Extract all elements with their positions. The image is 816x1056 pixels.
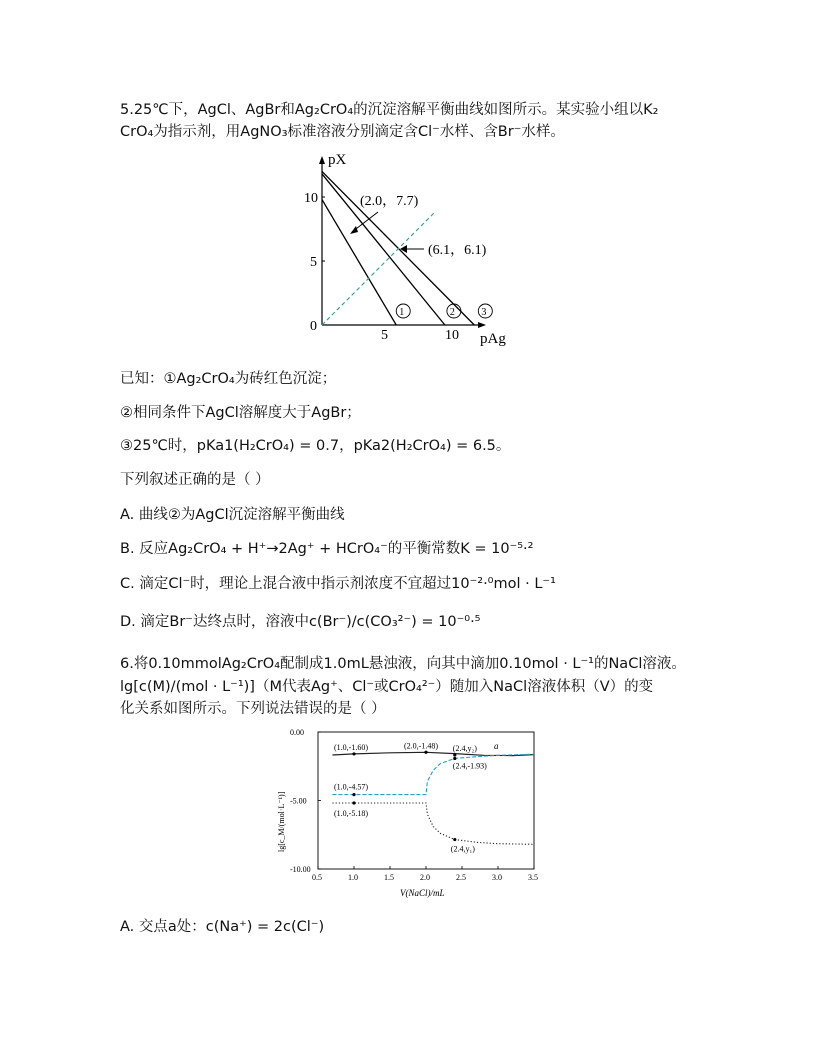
q6-data-point — [453, 753, 456, 756]
q5-chart — [290, 150, 530, 355]
q6-point-label: (2.4,y₁) — [450, 844, 475, 854]
q6-data-point — [453, 838, 456, 841]
q6-option-a[interactable]: A. 交点a处：c(Na⁺) = 2c(Cl⁻) — [120, 919, 325, 935]
q5-x-tick-label: 5 — [381, 328, 388, 343]
q6-chart — [270, 722, 550, 900]
q5-option-b[interactable]: B. 反应Ag₂CrO₄ + H⁺→2Ag⁺ + HCrO₄⁻的平衡常数K = 10⁻⁵·² — [120, 541, 534, 557]
q6-y-tick-label: -5.00 — [290, 796, 307, 806]
q6-point-label: (2.0,-1.48) — [404, 741, 438, 751]
q5-stem-line2: CrO₄为指示剂，用AgNO₃标准溶液分别滴定含Cl⁻水样、含Br⁻水样。 — [120, 124, 565, 140]
q5-y-tick-label: 0 — [310, 319, 317, 334]
q6-data-point — [352, 752, 355, 755]
q5-y-tick-label: 10 — [304, 191, 318, 206]
q5-known-2: ②相同条件下AgCl溶解度大于AgBr； — [120, 405, 361, 421]
q6-data-point — [453, 757, 456, 760]
q6-stem-line1: 6.将0.10mmolAg₂CrO₄配制成1.0mL悬浊液，向其中滴加0.10mol · L⁻¹的NaCl溶液。 — [120, 656, 686, 672]
q6-x-tick-label: 1.0 — [348, 873, 358, 882]
q5-annotation-1-arrowhead — [350, 226, 358, 234]
q5-x-axis-arrow — [478, 322, 486, 328]
q5-curve-1 — [322, 200, 396, 325]
q6-x-tick-label: 2.0 — [420, 873, 430, 882]
q6-chart-ylabel: lg[c_M/(mol·L⁻¹)] — [277, 791, 286, 852]
q5-curve-label-1: 1 — [399, 307, 405, 318]
q6-point-a-label: a — [494, 741, 499, 751]
q5-annotation-2: (6.1，6.1) — [428, 243, 487, 258]
q5-annotation-1: (2.0，7.7) — [360, 194, 419, 209]
q5-option-a[interactable]: A. 曲线②为AgCl沉淀溶解平衡曲线 — [120, 507, 345, 523]
q6-x-tick-label: 1.5 — [384, 873, 394, 882]
q6-point-label: (1.0,-5.18) — [334, 808, 368, 818]
q6-y-tick-label: 0.00 — [290, 728, 304, 737]
q6-x-tick-label: 3.0 — [492, 873, 502, 882]
q6-chart-xlabel: V(NaCl)/mL — [400, 888, 445, 898]
q5-known-3: ③25℃时，pKa1(H₂CrO₄) = 0.7，pKa2(H₂CrO₄) = 6.5。 — [120, 438, 511, 454]
q6-point-label: (2.4,y₂) — [452, 744, 477, 754]
q6-y-tick-label: -10.00 — [290, 865, 311, 874]
q5-curve-label-3: 3 — [481, 307, 487, 318]
q5-x-tick-label: 10 — [445, 328, 459, 343]
q5-curve-label-2: 2 — [449, 307, 455, 318]
q5-chart-ylabel: pX — [328, 152, 347, 168]
q6-stem-line3: 化关系如图所示。下列说法错误的是（ ） — [120, 701, 386, 717]
q6-x-tick-label: 0.5 — [312, 873, 322, 882]
q5-y-tick-label: 5 — [310, 255, 317, 270]
q5-option-d[interactable]: D. 滴定Br⁻达终点时，溶液中c(Br⁻)/c(CO₃²⁻) = 10⁻⁰·⁵ — [120, 614, 481, 630]
q5-chart-xlabel: pAg — [480, 331, 506, 347]
q6-x-tick-label: 2.5 — [456, 873, 466, 882]
q6-point-label: (2.4,-1.93) — [452, 761, 487, 771]
q5-stem-line1: 5.25℃下，AgCl、AgBr和Ag₂CrO₄的沉淀溶解平衡曲线如图所示。某实验小组以K₂ — [120, 102, 659, 118]
q6-stem-line2: lg[c(M)/(mol · L⁻¹)]（M代表Ag⁺、Cl⁻或CrO₄²⁻）随加入NaCl溶液体积（V）的变 — [120, 679, 654, 695]
q6-point-label: (1.0,-4.57) — [334, 782, 368, 792]
q6-point-label: (1.0,-1.60) — [334, 742, 368, 752]
q6-data-point — [424, 751, 427, 754]
q6-chart-plot — [290, 728, 538, 882]
q6-data-point — [352, 801, 355, 804]
q5-y-axis-arrow — [319, 156, 325, 164]
q6-data-point — [352, 793, 355, 796]
q5-option-c[interactable]: C. 滴定Cl⁻时，理论上混合液中指示剂浓度不宜超过10⁻²·⁰mol · L⁻¹ — [120, 576, 556, 592]
q6-x-tick-label: 3.5 — [528, 873, 538, 882]
q5-known-1: 已知：①Ag₂CrO₄为砖红色沉淀； — [120, 371, 337, 387]
q5-ask: 下列叙述正确的是（ ） — [120, 472, 270, 488]
